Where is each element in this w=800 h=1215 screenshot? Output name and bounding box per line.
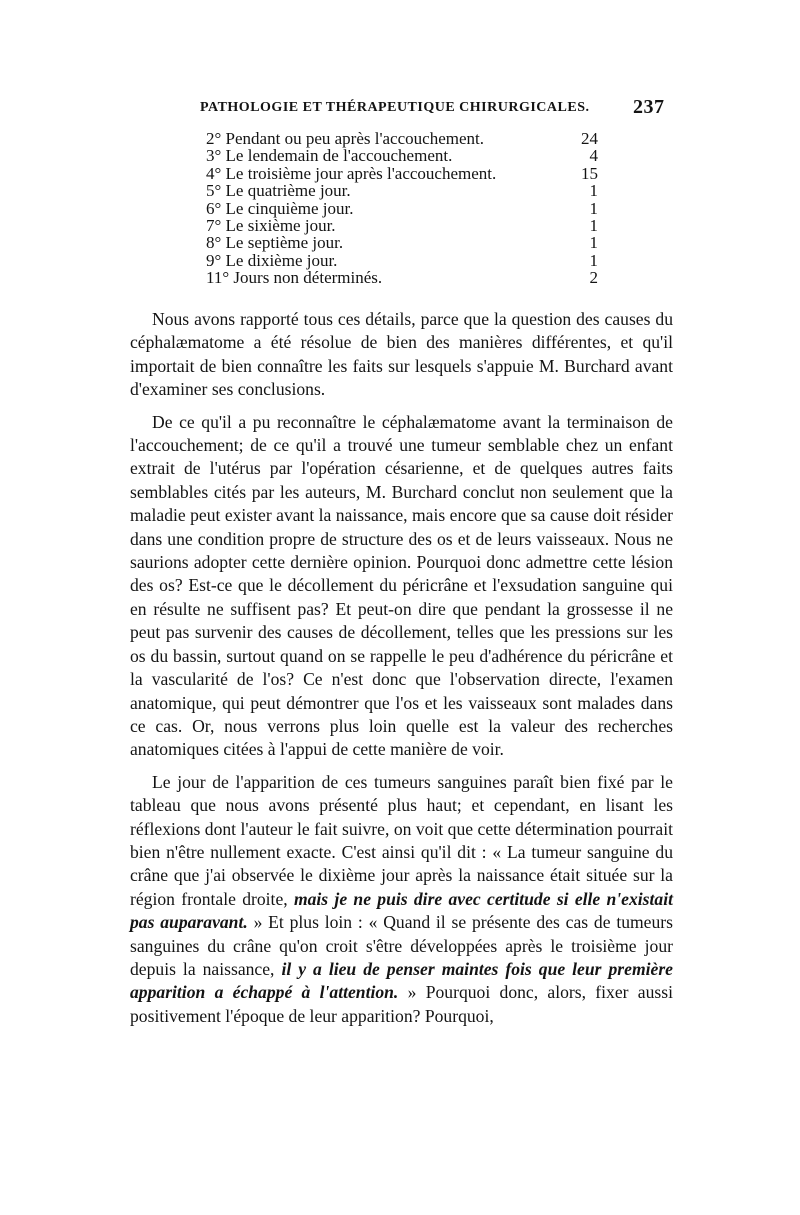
page-number: 237 [633,96,665,118]
list-item-count: 1 [589,216,598,236]
list-item [206,234,598,251]
paragraph-3-emphasis-2: il y a lieu de penser maintes fois que leur première apparition a échappé à l'attention. [130,958,673,1003]
list-item [206,147,598,164]
list-item [206,217,598,234]
list-item-count: 1 [589,181,598,201]
paragraph-2: De ce qu'il a pu reconnaître le céphalæmatome avant la terminaison de l'accouchement; de ce qu'il a trouvé une tumeur semblable chez un enfant extrait de l'utérus par l'opération césarienne, et de quelques autres faits semblables cités par les auteurs, M. Burchard conclut non seulement que la maladie peut exister avant la naissance, mais encore que sa cause doit résider dans une condition propre de structure des os et de leurs vaisseaux. Nous ne saurions adopter cette dernière opinion. Pourquoi donc admettre cette lésion des os? Est-ce que le décollement du péricrâne et l'exsudation sanguine qui en résulte ne suffisent pas? Et peut-on dire que pendant la grossesse il ne peut pas survenir des causes de décollement, telles que les pressions sur les os du bassin, surtout quand on se rappelle le peu d'adhérence du péricrâne et la vascularité de l'os? Ce n'est donc que l'observation directe, l'examen anatomique, qui peut démontrer que l'os et les vaisseaux sont malades dans ce cas. Or, nous verrons plus loin quelle est la valeur des recherches anatomiques citées à l'appui de cette manière de voir. [130,411,673,760]
list-item-count: 1 [589,233,598,253]
list-item-label: 5° Le quatrième jour. [206,181,351,201]
list-item-count: 4 [589,146,598,166]
list-item-label: 2° Pendant ou peu après l'accouchement. [206,129,484,148]
list-item-label: 8° Le septième jour. [206,233,344,253]
list-item-count: 1 [589,250,598,270]
onset-day-list [206,130,598,287]
running-title: PATHOLOGIE ET THÉRAPEUTIQUE CHIRURGICALES. [200,100,590,115]
paragraph-3-emphasis-1: mais je ne puis dire avec certitude si elle n'existait pas auparavant. [130,888,673,933]
list-item [206,165,598,182]
list-item [206,182,598,199]
list-item [206,130,598,147]
list-item-label: 9° Le dixième jour. [206,250,338,270]
list-item-label: 11° Jours non déterminés. [206,268,383,288]
paragraph-1: Nous avons rapporté tous ces détails, parce que la question des causes du céphalæmatome a été résolue de bien des manières différentes, et qu'il importait de bien connaître les faits sur lesquels s'appuie M. Burchard avant d'examiner ses conclusions. [130,309,673,400]
list-item [206,200,598,217]
paragraph-3-text-a: Le jour de l'apparition de ces tumeurs sanguines paraît bien fixé par le tableau que nous avons présenté plus haut; et cependant, en lisant les réflexions dont l'auteur le fait suivre, on voit que cette détermination pourrait bien n'être nullement exacte. C'est ainsi qu'il dit : « La tumeur sanguine du crâne que j'ai observée le dixième jour après la naissance était située sur la région frontale droite, [130,771,673,909]
list-item [206,252,598,269]
list-item-count: 1 [589,198,598,218]
list-item-label: 6° Le cinquième jour. [206,198,354,218]
list-item-count: 2 [589,268,598,288]
paragraph-3 [130,771,673,1028]
list-item-label: 4° Le troisième jour après l'accouchement. [206,163,497,183]
body-text [130,308,673,1037]
paragraph-3-text-e: » Pourquoi donc, alors, fixer aussi positivement l'époque de leur apparition? Pourquoi, [130,982,673,1026]
list-item [206,269,598,286]
list-item-count: 15 [581,163,598,183]
list-item-label: 3° Le lendemain de l'accouchement. [206,146,453,166]
paragraph-3-text-c: » Et plus loin : « Quand il se présente des cas de tumeurs sanguines du crâne qu'on croit s'être développées après le troisième jour depuis la naissance, [130,912,673,979]
list-item-label: 7° Le sixième jour. [206,216,336,236]
list-item-count: 24 [581,129,598,148]
